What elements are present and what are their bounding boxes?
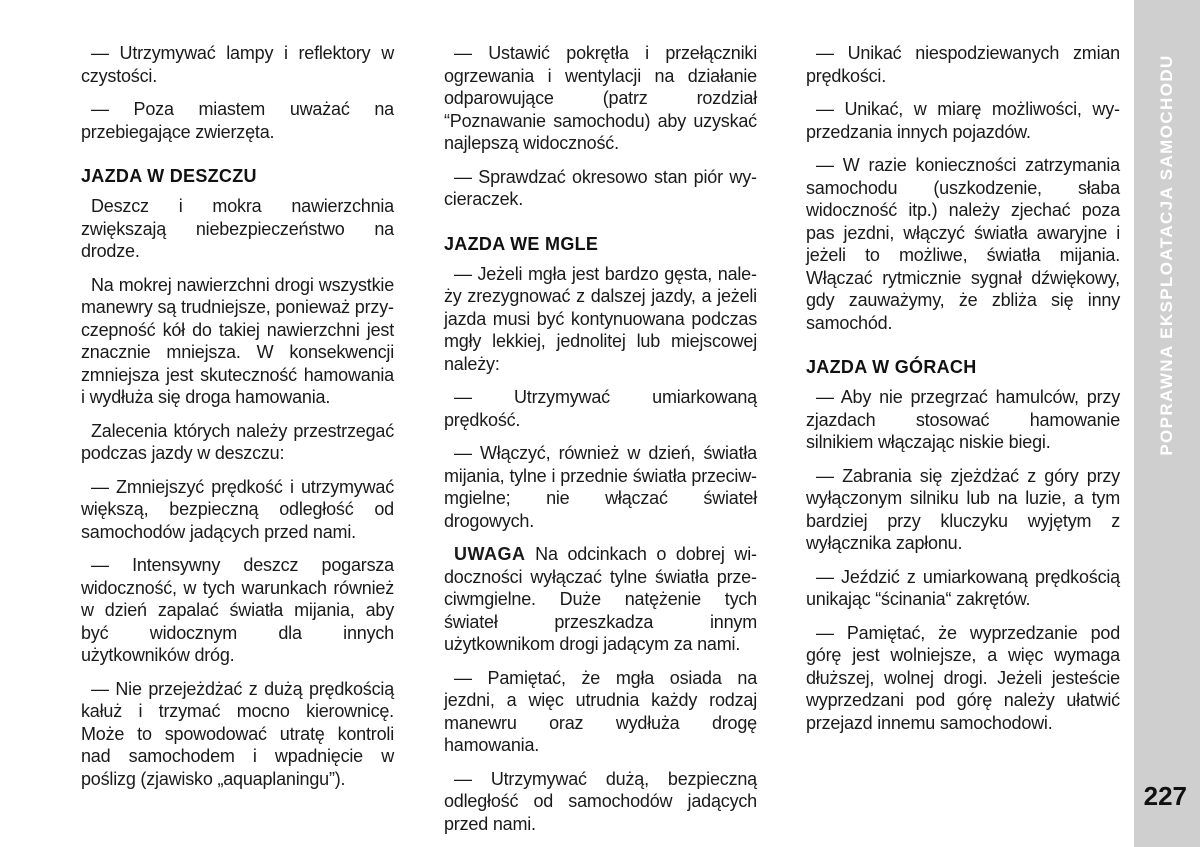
paragraph: — Pamiętać, że wyprzedzanie pod górę jest wolniejsze, a więc wymaga dłuższej, wolnej drogi. Jeżeli jesteście wyprzedzani pod górę należy ułatwić przejazd innemu samochodowi. (806, 622, 1120, 733)
text-column-1 (81, 42, 394, 801)
section-heading-rain: JAZDA W DESZCZU (81, 166, 257, 186)
section-heading-fog: JAZDA WE MGLE (444, 233, 599, 254)
page-number: 227 (1143, 781, 1187, 811)
paragraph: — Unikać niespodziewanych zmian prędkości. (806, 43, 1120, 86)
paragraph: — Zabrania się zjeżdżać z góry przy wyłączonym silniku lub na luzie, a tym bardziej przy kluczyku wyjętym z wyłącznika zapłonu. (806, 465, 1120, 553)
paragraph: — Jeździć z umiarkowaną prędkością unikając “ścinania“ zakrętów. (806, 566, 1120, 609)
paragraph: — Utrzymywać umiarkowaną prędkość. (444, 387, 757, 430)
paragraph: Deszcz i mokra nawierzchnia zwiększają niebezpieczeństwo na drodze. (81, 196, 394, 261)
paragraph: — Ustawić pokrętła i przełączniki ogrzewania i wentylacji na działanie odparowujące (patrz rozdział “Poznawanie samochodu) aby uzyskać najlepszą widoczność. (444, 43, 757, 153)
warning-note (444, 543, 757, 656)
paragraph: — Sprawdzać okresowo stan piór wycieraczek. (444, 166, 757, 209)
paragraph: — W razie konieczności zatrzymania samochodu (uszkodzenie, słaba widoczność itp.) należy zjechać poza pas jezdni, włączyć światła awaryjne i jeżeli to możliwe, światła mijania. Włączać rytmicznie sygnał dźwiękowy, gdy zauważymy, że zbliża się inny samochód. (806, 155, 1120, 333)
section-heading-mountains: JAZDA W GÓRACH (806, 357, 977, 377)
paragraph: — Jeżeli mgła jest bardzo gęsta, należy zrezygnować z dalszej jazdy, a jeżeli jazda musi być kontynuowana podczas mgły lekkiej, jednolitej lub miejscowej należy: (444, 263, 757, 374)
chapter-title: POPRAWNA EKSPLOATACJA SAMOCHODU (1157, 54, 1176, 456)
text-column-2 (444, 42, 757, 846)
chapter-sidebar (1134, 0, 1200, 847)
paragraph: — Nie przejeżdżać z dużą prędkością kałuż i trzymać mocno kierownicę. Może to spowodować utratę kontroli nad samochodem i wpadnięcie w poślizg (zjawisko „aquaplaningu”). (81, 678, 394, 789)
paragraph: — Włączyć, również w dzień, światła mijania, tylne i przednie światła przeciwmgielne; nie włączać świateł drogowych. (444, 443, 757, 531)
paragraph: Na mokrej nawierzchni drogi wszystkie manewry są trudniejsze, ponieważ przyczepność kół do takiej nawierzchni jest znacznie mniejsza. W konsekwencji zmniejsza jest skuteczność hamowania i wydłuża się droga hamowania. (81, 274, 394, 407)
paragraph: — Pamiętać, że mgła osiada na jezdni, a więc utrudnia każdy rodzaj manewru oraz wydłuża drogę hamowania. (444, 667, 757, 755)
paragraph: — Poza miastem uważać na przebiegające zwierzęta. (81, 99, 394, 142)
paragraph: — Utrzymywać dużą, bezpieczną odległość od samochodów jadących przed nami. (444, 768, 757, 834)
paragraph: — Intensywny deszcz pogarsza widoczność, w tych warunkach również w dzień zapalać światła mijania, aby być widocznym dla innych użytkowników dróg. (81, 555, 394, 665)
warning-text: Na odcinkach o dobrej widoczności wyłączać tylne światła przeciwmgielne. Duże natężenie tych świateł przeszkadza innym użytkownikom drogi jadącym za nami. (444, 544, 757, 654)
paragraph: Zalecenia których należy przestrzegać podczas jazdy w deszczu: (81, 420, 394, 463)
paragraph: — Zmniejszyć prędkość i utrzymywać większą, bezpieczną odległość od samochodów jadących przed nami. (81, 476, 394, 542)
paragraph: — Aby nie przegrzać hamulców, przy zjazdach stosować hamowanie silnikiem włączając niskie biegi. (806, 387, 1120, 452)
paragraph: — Utrzymywać lampy i reflektory w czystości. (81, 43, 394, 86)
paragraph: — Unikać, w miarę możliwości, wyprzedzania innych pojazdów. (806, 99, 1120, 142)
warning-label: UWAGA (454, 544, 526, 564)
text-column-3 (806, 42, 1120, 745)
